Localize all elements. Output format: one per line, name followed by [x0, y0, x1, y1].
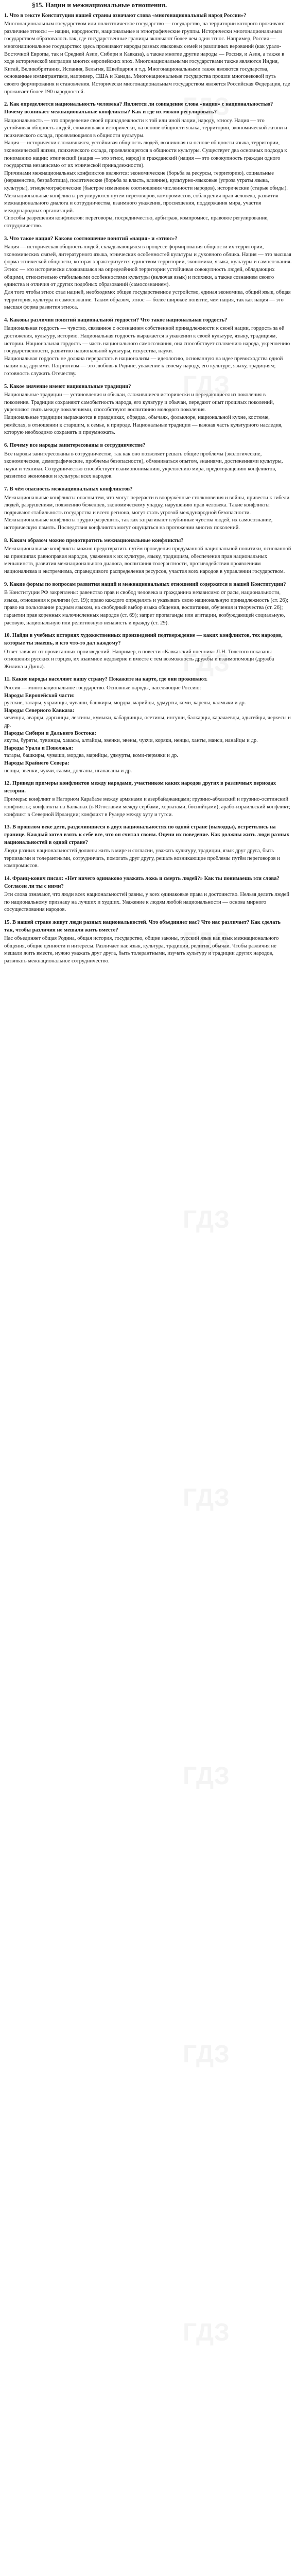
question-block: [4, 317, 292, 378]
question-heading: 13. В прошлом веке дети, разделившиеся в двух национальностях по одной стране (выходцы), встретились на границе. Каждый хотел взять к себе все, что он считал своим. Оцени их поведение. Как должны жить люди разных национальностей в одной стране?: [4, 824, 289, 845]
question-block: [4, 581, 292, 628]
answer-paragraph: Национальные традиции — установления и обычаи, сложившиеся исторически и передающиеся из поколения в поколение. Традиции сохраняют самобытность народа, его культуру и обычаи, передают опыт прошлых поколений, укрепляют связь между поколениями, способствуют воспитанию молодого поколения.: [4, 392, 274, 413]
question-block: [4, 875, 292, 914]
watermark-logo: ГДЗ: [183, 93, 230, 121]
question-block: [4, 537, 292, 576]
question-heading: 4. Каковы различия понятий национальной гордости? Что такое национальная гордость?: [4, 317, 228, 323]
question-block: [4, 824, 292, 870]
question-heading: 12. Приведи примеры конфликтов между народами, участником каких народов других в различных периодах истории.: [4, 781, 276, 794]
answer-paragraph: Национальность — это определение своей принадлежности к той или иной нации, народу, этносу. Нация — это устойчивая общность людей, сложившаяся исторически, на основе общности языка, территории, экономической жизни и психического склада, проявляющаяся в общности культуры.: [4, 117, 287, 139]
question-heading: 14. Франц-кович писал: «Нет ничего одинаково уважать ложь и смерть людей?» Как ты понимаешь эти слова? Согласен ли ты с ними?: [4, 875, 280, 889]
answer-paragraph: Межнациональные конфликты регулируются путём переговоров, компромиссов, соблюдения прав человека, развития межнационального диалога и сотрудничества, взаимного уважения, просвещения, поддержания мира, участия международных организаций.: [4, 193, 278, 214]
question-heading: 7. В чём опасность межнациональных конфликтов?: [4, 486, 133, 492]
question-heading: 10. Найди в учебных историях художественных произведений подтверждение — каких конфликтов, тех народов, которые ты знаешь, и кто что-то дал каждому?: [4, 633, 283, 646]
answer-paragraph: В Конституции РФ закреплены: равенство прав и свобод человека и гражданина независимо от расы, национальности, языка, отношения к религии (ст. 19); право каждого определять и указывать свою национальную принадлежность (ст. 26); право на пользование родным языком, на свободный выбор языка общения, воспитания, обучения и творчества (ст. 26); гарантии прав коренных малочисленных народов (ст. 69); запрет пропаганды или агитации, возбуждающей социальную, расовую, национальную или религиозную ненависть и вражду (ст. 29).: [4, 590, 289, 626]
question-block: [4, 383, 292, 437]
watermark-logo: ГДЗ: [183, 1484, 230, 1512]
question-block: [4, 101, 292, 230]
question-block: [4, 235, 292, 312]
group-text: татары, башкиры, чуваши, мордва, марийцы, удмурты, коми-пермяки и др.: [4, 753, 178, 759]
question-heading: 1. Что в тексте Конституции нашей страны означают слова «многонациональный народ России»?: [4, 12, 247, 19]
answer-paragraph: Для того чтобы этнос стал нацией, необходимо: общее государственное устройство, единая экономика, общий язык, общая территория, культура и самосознание. Таким образом, этнос — более широкое понятие, чем нация, так как нация — это высшая форма развития этноса.: [4, 289, 291, 311]
answer-paragraph: Национальная гордость — чувство, связанное с осознанием собственной принадлежности к своей нации, гордость за её достижения, культуру, историю. Национальная гордость выражается в уважении к своей культуре, языку, традициям, истории. Национальная гордость — часть национального самосознания, она способствует сплочению народа, укреплению государственности, развитию национальной культуры, искусства, науки.: [4, 326, 290, 354]
question-block: [4, 632, 292, 671]
answer-paragraph: Эти слова означают, что люди всех национальностей равны, у всех одинаковые права и достоинство. Нельзя делить людей по национальному признаку на лучших и худших. Уважение к людям любой национальности — основа мирного сосуществования народов.: [4, 892, 290, 913]
question-block: [4, 676, 292, 775]
question-heading: 15. В нашей стране живут люди разных национальностей. Что объединяет нас? Что нас различает? Как сделать так, чтобы различия не мешали жить вместе?: [4, 920, 281, 933]
watermark-logo: ГДЗ: [183, 1206, 230, 1233]
answer-paragraph: Многонациональным государством или полиэтническое государство — государство, на территории которого проживают различные этносы — нации, народности, национальные и этнографические группы. Исторически многонациональным государством образовалось так, где государственные границы включают более чем один этнос. Например, Россия — многонациональное государство: здесь проживают народы разных языковых семей и различных верований (как урало-Восточной Европы, так и Средней Азии, Сибири и Кавказа), а также многие другие народы — Россия, и Азия, а также в ходе исторической миграции многих европейских эпох. Многонациональными государствами также являются Индия, Китай, Великобритания, Испания, Бельгия, Швейцария и т.д. Многонациональными также являются государства, основанные иммигрантами, например, США и Канада. Многонациональные государства прошли многовековой путь своего формирования и становления. Исторически многонациональным государством является Российская Федерация, где проживает более 190 народностей.: [4, 21, 290, 95]
question-heading: 9. Какие формы по вопросам развития наций и межнациональных отношений содержатся в нашей Конституции?: [4, 581, 286, 587]
watermark-logo: ГДЗ: [183, 928, 230, 955]
question-heading: 5. Какое значение имеют национальные традиции?: [4, 383, 131, 389]
group-heading: Народы Европейской части:: [4, 692, 75, 699]
watermark-logo: ГДЗ: [183, 1762, 230, 1790]
question-block: [4, 486, 292, 532]
page-title: §15. Нации и межнациональные отношения.: [32, 1, 167, 9]
answer-paragraph: Ответ зависит от прочитанных произведений. Например, в повести «Кавказский пленник» Л.Н. Толстого показаны отношения русских и горцев, их взаимное недоверие и вместе с тем возможность дружбы и взаимопомощи (дружба Жилина и Дины).: [4, 649, 274, 670]
group-text: ненцы, эвенки, чукчи, саами, долганы, нганасаны и др.: [4, 768, 132, 774]
answer-paragraph: Нация — исторически сложившаяся, устойчивая общность людей, возникшая на основе общности языка, территории, экономической жизни, психического склада, проявляющегося в общности культуры. Существует два основных подхода к пониманию нации: этнический (нация — это этнос, народ) и гражданский (нация — это совокупность граждан одного государства независимо от их этнической принадлежности).: [4, 140, 287, 169]
watermark-logo: ГДЗ: [183, 2041, 230, 2068]
question-heading: 2. Как определяется национальность человека? Является ли совпадение слова «нация» с национальностью? Почему возникает межнациональные конфликты? Как и где их можно регулировать?: [4, 101, 273, 115]
answer-paragraph: Нация — историческая общность людей, складывающаяся в процессе формирования общности их территории, экономических связей, литературного языка, этнических особенностей культуры и духовного облика. Нация — это высшая форма этнической общности, которая характеризуется единством территории, экономики, языка, культуры и самосознания. Этнос — это исторически сложившаяся на определённой территории устойчивая совокупность людей, обладающих общими, относительно стабильными особенностями культуры (включая язык) и психики, а также сознанием своего единства и отличия от других подобных образований (самосознанием).: [4, 244, 292, 288]
answer-paragraph: Межнациональные конфликты можно предотвратить путём проведения продуманной национальной политики, основанной на принципах равноправия народов, уважения к их культуре, языку, традициям, обеспечения прав национальных меньшинств, развития межнационального диалога, воспитания толерантности, противодействия проявлениям национализма и экстремизма, справедливого распределения ресурсов, участия всех народов в управлении государством.: [4, 546, 291, 575]
answer-paragraph: Причинами межнациональных конфликтов являются: экономические (борьба за ресурсы, территорию), социальные (неравенство, безработица), политические (борьба за власть, влияние), культурно-языковые (угроза утраты языка, культуры), этнодемографические (быстрое изменение соотношения численности народов), исторические (старые обиды).: [4, 170, 288, 191]
group-text: якуты, буряты, тувинцы, хакасы, алтайцы, эвенки, эвены, чукчи, коряки, ненцы, ханты, манси, нанайцы и др.: [4, 738, 258, 744]
group-text: чеченцы, аварцы, даргинцы, лезгины, кумыки, кабардинцы, осетины, ингуши, балкарцы, карачаевцы, адыгейцы, черкесы и др.: [4, 715, 291, 728]
group-heading: Народы Крайнего Севера:: [4, 760, 69, 767]
watermark-logo: ГДЗ: [183, 2319, 230, 2346]
question-heading: 11. Какие народы населяют нашу страну? Покажите на карте, где они проживают.: [4, 676, 207, 683]
answer-paragraph: Национальная гордость не должна перерастать в национализм — идеологию, основанную на идее превосходства одной нации над другими. Патриотизм — это любовь к Родине, уважение к своему народу, его культуре, языку, традициям; готовность служить Отечеству.: [4, 355, 283, 377]
group-heading: Народы Урала и Поволжья:: [4, 745, 74, 751]
group-text: русские, татары, украинцы, чуваши, башкиры, мордва, марийцы, удмурты, коми, карелы, калмыки и др.: [4, 700, 246, 706]
question-heading: 3. Что такое нация? Каково соотношение понятий «нация» и «этнос»?: [4, 235, 178, 242]
answer-paragraph: Межнациональные конфликты трудно разрешить, так как затрагивают глубинные чувства людей, их самосознание, историческую память. Последствия конфликтов могут ощущаться на протяжении многих поколений.: [4, 517, 273, 531]
group-heading: Народы Северного Кавказа:: [4, 707, 75, 714]
questions-list: [4, 12, 292, 965]
question-block: [4, 442, 292, 481]
group-heading: Народы Сибири и Дальнего Востока:: [4, 730, 96, 736]
answer-paragraph: Все народы заинтересованы в сотрудничестве, так как оно позволяет решать общие проблемы (экологические, экономические, демографические, проблемы безопасности), обмениваться опытом, знаниями, достижениями культуры, науки и техники. Сотрудничество способствует взаимопониманию, укреплению мира, предотвращению конфликтов, развитию экономики и культуры всех народов.: [4, 451, 283, 480]
watermark-logo: ГДЗ: [183, 650, 230, 677]
question-block: [4, 12, 292, 96]
question-heading: 8. Каким образом можно предотвратить межнациональные конфликты?: [4, 537, 184, 544]
answer-paragraph: Нас объединяет общая Родина, общая история, государство, общие законы, русский язык как язык межнационального общения, общие ценности и интересы. Различает нас язык, культура, традиции, религия, обычаи. Чтобы различия не мешали жить вместе, нужно уважать друг друга, быть толерантными, изучать культуру и традиции других народов, развивать межнациональное сотрудничество.: [4, 936, 279, 964]
answer-paragraph: Примеры: конфликт в Нагорном Карабахе между армянами и азербайджанцами; грузино-абхазский и грузино-осетинский конфликты; конфликты на Балканах (в Югославии между сербами, хорватами, боснийцами); арабо-израильский конфликт; конфликт в Северной Ирландии; конфликт в Руанде между хуту и тутси.: [4, 796, 290, 818]
question-heading: 6. Почему все народы заинтересованы в сотрудничестве?: [4, 442, 146, 448]
answer-paragraph: Межнациональные конфликты опасны тем, что могут перерасти в вооружённые столкновения и войны, привести к гибели людей, разрушениям, появлению беженцев, экономическому упадку, нарушению прав человека. Такие конфликты подрывают стабильность государства и всего региона, могут стать угрозой международной безопасности.: [4, 495, 290, 516]
answer-paragraph: Люди разных национальностей должны жить в мире и согласии, уважать культуру, традиции, язык друг друга, быть терпимыми и толерантными, сотрудничать, помогать друг другу, решать возникающие проблемы путём переговоров и компромиссов.: [4, 848, 280, 869]
answer-paragraph: Национальные традиции выражаются в праздниках, обрядах, обычаях, фольклоре, национальной кухне, костюме, ремёслах, в отношении к старшим, к семье, к природе. Национальные традиции — важная часть культурного наследия, которую необходимо сохранять и приумножать.: [4, 415, 283, 436]
question-block: [4, 919, 292, 965]
answer-paragraph: Способы разрешения конфликтов: переговоры, посредничество, арбитраж, компромисс, правовое регулирование, сотрудничество.: [4, 215, 269, 229]
watermark-logo: ГДЗ: [183, 371, 230, 399]
answer-paragraph: Россия — многонациональное государство. Основные народы, населяющие Россию:: [4, 685, 201, 691]
question-block: [4, 780, 292, 819]
document-page: [0, 0, 296, 991]
